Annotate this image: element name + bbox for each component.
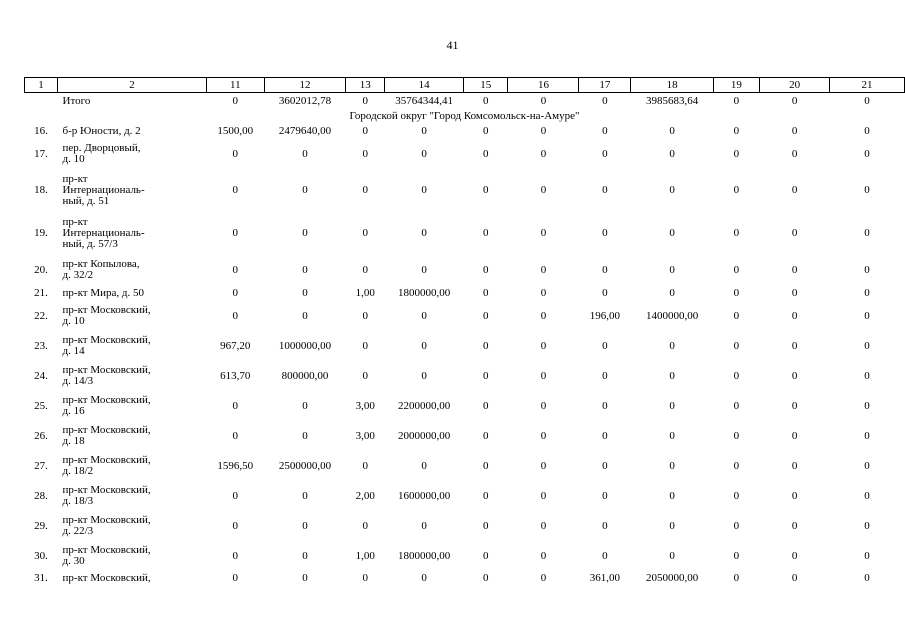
table-cell: 2000000,00 [398,429,451,442]
table-cell: 2050000,00 [645,572,699,584]
table-cell: 0 [302,489,308,502]
row-name: пр-кт Московский, д. 22/3 [62,514,151,537]
row-name-cell [58,391,207,421]
table-cell: 0 [483,459,489,472]
table-cell: 0 [733,147,740,160]
table-cell: 0 [362,184,368,196]
header-cell: 20 [760,78,830,93]
table-cell: 0 [669,369,675,382]
table-cell: 2500000,00 [278,459,332,472]
row-name: пр-кт Московский, д. 30 [62,544,151,567]
table-cell: 0 [540,489,547,502]
table-cell: 0 [540,309,547,322]
section-title: Городской округ "Город Комсомольск-на-Амуре" [349,110,580,122]
total-row [25,93,905,110]
table-row [25,511,905,541]
table-cell: 1,00 [355,549,375,562]
table-cell: 0 [232,184,239,196]
table-cell: 0 [791,369,798,382]
table-cell: 0 [791,549,798,562]
data-table [24,77,905,586]
row-index: 28. [34,489,48,502]
table-cell: 1800000,00 [398,286,451,299]
row-index: 18. [34,184,48,196]
row-name: пр-кт Московский, [62,572,151,584]
table-cell: 0 [791,459,798,472]
table-cell: 0 [362,125,368,137]
table-cell: 0 [791,184,798,196]
table-cell: 0 [232,399,239,412]
table-cell: 1596,50 [217,459,254,472]
table-cell: 0 [302,227,308,239]
table-cell: 0 [483,286,489,299]
row-name-cell [58,541,207,571]
row-name: пр-кт Московский, д. 18/3 [62,484,151,507]
table-cell: 0 [602,227,608,239]
table-cell: 0 [362,519,368,532]
table-cell: 0 [669,459,675,472]
table-cell: 3,00 [355,429,375,442]
table-cell: 0 [791,572,798,584]
table-cell: 0 [602,286,608,299]
table-cell: 0 [232,227,239,239]
table-cell: 0 [483,519,489,532]
table-cell: 0 [421,125,427,137]
table-cell: 0 [421,339,427,352]
table-cell: 0 [864,572,870,584]
table-cell: 0 [602,369,608,382]
table-cell: 0 [864,399,870,412]
table-cell: 0 [864,286,870,299]
table-cell: 0 [864,459,870,472]
table-cell: 0 [362,94,368,107]
row-index: 20. [34,263,48,276]
table-row [25,391,905,421]
table-cell: 0 [540,286,547,299]
table-cell: 0 [232,519,239,532]
row-name-cell [58,511,207,541]
row-index: 25. [34,399,48,412]
table-cell: 0 [733,309,740,322]
table-cell: 0 [540,184,547,196]
table-cell: 0 [421,184,427,196]
table-cell: 0 [669,399,675,412]
table-row [25,285,905,301]
table-cell: 0 [791,339,798,352]
table-cell: 0 [483,399,489,412]
table-cell: 0 [864,184,870,196]
table-cell: 0 [362,147,368,160]
row-name: пр-кт Московский, д. 10 [62,304,151,327]
row-name-cell [58,421,207,451]
table-row [25,212,905,255]
row-name: б-р Юности, д. 2 [62,125,141,137]
table-cell: 0 [232,549,239,562]
table-cell: 0 [540,263,547,276]
header-cell: 16 [508,78,579,93]
table-cell: 0 [864,339,870,352]
table-cell: 0 [302,549,308,562]
table-cell: 0 [864,429,870,442]
table-cell: 0 [421,263,427,276]
header-cell: 2 [58,78,207,93]
row-name-cell [58,139,207,169]
table-cell: 800000,00 [281,369,329,382]
table-cell: 0 [540,125,547,137]
table-cell: 0 [669,286,675,299]
table-cell: 2200000,00 [398,399,451,412]
table-cell: 0 [864,519,870,532]
row-name: пр-кт Интернациональ- ный, д. 57/3 [62,216,145,250]
table-cell: 0 [302,519,308,532]
table-cell: 1000000,00 [278,339,332,352]
header-cell: 12 [264,78,346,93]
table-cell: 0 [733,489,740,502]
table-cell: 3,00 [355,399,375,412]
table-cell: 0 [669,125,675,137]
table-cell: 0 [602,147,608,160]
table-cell: 0 [483,125,489,137]
row-name-cell [58,481,207,511]
row-name-cell [58,331,207,361]
table-cell: 0 [791,94,798,107]
row-name: Итого [62,94,91,107]
table-cell: 0 [791,309,798,322]
row-name-cell [58,451,207,481]
row-name-cell [58,361,207,391]
row-index: 24. [34,369,48,382]
table-cell: 0 [733,459,740,472]
table-cell: 0 [733,519,740,532]
table-cell: 0 [483,147,489,160]
table-cell: 0 [602,549,608,562]
table-cell: 967,20 [220,339,251,352]
table-cell: 0 [483,184,489,196]
table-cell: 0 [669,519,675,532]
table-cell: 0 [540,227,547,239]
header-cell: 19 [713,78,759,93]
row-name-cell [58,301,207,331]
table-cell: 0 [302,429,308,442]
table-cell: 0 [733,549,740,562]
table-cell: 0 [733,399,740,412]
table-cell: 0 [791,125,798,137]
table-row [25,481,905,511]
table-cell: 0 [733,286,740,299]
table-cell: 0 [302,399,308,412]
table-cell: 0 [733,429,740,442]
row-index: 23. [34,339,48,352]
table-row [25,255,905,285]
table-cell: 3602012,78 [278,94,332,107]
table-cell: 0 [669,549,675,562]
table-cell: 0 [362,369,368,382]
table-cell: 1500,00 [217,125,254,137]
table-cell: 0 [540,519,547,532]
table-cell: 0 [483,227,489,239]
table-row [25,571,905,586]
table-row [25,169,905,212]
table-cell: 0 [483,94,489,107]
row-index: 19. [34,227,48,239]
table-cell: 0 [483,572,489,584]
table-cell: 0 [540,369,547,382]
row-name-cell [58,212,207,255]
table-cell: 0 [421,459,427,472]
table-cell: 0 [540,399,547,412]
table-cell: 613,70 [220,369,251,382]
table-cell: 0 [602,399,608,412]
table-row [25,331,905,361]
row-index: 26. [34,429,48,442]
table-cell: 0 [421,572,427,584]
table-cell: 0 [791,519,798,532]
row-index: 21. [34,286,48,299]
table-cell: 0 [864,263,870,276]
table-cell: 0 [362,309,368,322]
table-row [25,421,905,451]
row-name-cell [58,124,207,139]
header-cell: 1 [25,78,58,93]
table-cell: 0 [791,429,798,442]
table-cell: 0 [362,227,368,239]
table-cell: 0 [864,147,870,160]
header-cell: 13 [346,78,385,93]
header-row [25,78,905,93]
row-name: пр-кт Московский, д. 14 [62,334,151,357]
row-name-cell [58,571,207,586]
row-name: пр-кт Интернациональ- ный, д. 51 [62,173,145,207]
table-cell: 0 [302,309,308,322]
row-name: пр-кт Московский, д. 18 [62,424,151,447]
header-cell: 17 [579,78,631,93]
table-cell: 0 [602,263,608,276]
row-name-cell [58,255,207,285]
table-cell: 0 [232,286,239,299]
row-name-cell [58,285,207,301]
table-cell: 0 [302,263,308,276]
table-cell: 0 [362,339,368,352]
table-cell: 0 [791,227,798,239]
table-cell: 0 [302,184,308,196]
row-index: 30. [34,549,48,562]
table-cell: 196,00 [589,309,621,322]
table-cell: 0 [362,263,368,276]
table-cell: 0 [669,489,675,502]
table-cell: 0 [733,369,740,382]
table-row [25,541,905,571]
table-cell: 0 [669,429,675,442]
table-cell: 0 [232,309,239,322]
table-cell: 0 [864,309,870,322]
table-cell: 0 [864,94,870,107]
table-cell: 0 [791,489,798,502]
row-name: пр-кт Московский, д. 18/2 [62,454,151,477]
table-cell: 0 [669,184,675,196]
table-cell: 0 [232,489,239,502]
table-cell: 1,00 [355,286,375,299]
table-cell: 0 [864,489,870,502]
row-index: 16. [34,125,48,137]
table-cell: 0 [791,147,798,160]
row-index [25,93,58,110]
table-cell: 0 [540,94,547,107]
table-cell: 0 [483,369,489,382]
table-row [25,124,905,139]
table-cell: 0 [669,147,675,160]
table-cell: 0 [232,147,239,160]
table-cell: 0 [540,339,547,352]
table-row [25,451,905,481]
table-cell: 0 [483,339,489,352]
header-cell: 11 [206,78,264,93]
table-cell: 0 [602,459,608,472]
table-cell: 0 [733,125,740,137]
table-cell: 0 [540,549,547,562]
table-cell: 0 [483,489,489,502]
row-name: пр-кт Московский, д. 14/3 [62,364,151,387]
table-cell: 0 [602,339,608,352]
table-cell: 0 [483,549,489,562]
table-cell: 1800000,00 [398,549,451,562]
section-row [25,109,905,124]
table-cell: 0 [791,286,798,299]
table-cell: 0 [540,572,547,584]
table-cell: 0 [421,369,427,382]
table-cell: 0 [232,263,239,276]
table-cell: 0 [733,184,740,196]
table-cell: 0 [232,94,239,107]
table-cell: 0 [602,489,608,502]
row-index: 31. [34,572,48,584]
row-name: пр-кт Копылова, д. 32/2 [62,258,140,281]
table-cell: 0 [362,572,368,584]
table-cell: 0 [602,184,608,196]
table-cell: 0 [421,227,427,239]
table-cell: 0 [362,459,368,472]
table-cell: 0 [483,429,489,442]
table-cell: 361,00 [589,572,621,584]
table-cell: 0 [602,94,608,107]
table-cell: 0 [302,572,308,584]
table-cell: 0 [602,125,608,137]
table-cell: 0 [864,125,870,137]
table-cell: 2479640,00 [278,125,332,137]
table-cell: 0 [864,227,870,239]
header-cell: 14 [385,78,464,93]
header-cell: 15 [464,78,508,93]
table-cell: 0 [483,263,489,276]
table-cell: 0 [791,263,798,276]
table-cell: 3985683,64 [645,94,699,107]
table-cell: 0 [540,429,547,442]
table-cell: 0 [864,549,870,562]
table-cell: 0 [421,519,427,532]
table-cell: 0 [669,263,675,276]
table-cell: 0 [540,459,547,472]
table-cell: 0 [540,147,547,160]
table-cell: 1600000,00 [398,489,451,502]
table-cell: 35764344,41 [395,94,454,107]
row-index: 22. [34,309,48,322]
table-cell: 0 [733,94,740,107]
row-name: пер. Дворцовый, д. 10 [62,142,141,165]
table-row [25,139,905,169]
table-cell: 0 [791,399,798,412]
row-name-cell [58,169,207,212]
row-index: 29. [34,519,48,532]
table-cell: 0 [733,339,740,352]
table-cell: 0 [232,429,239,442]
header-cell: 21 [830,78,905,93]
table-cell: 0 [421,147,427,160]
row-name: пр-кт Мира, д. 50 [62,286,144,299]
header-cell: 18 [631,78,713,93]
table-cell: 0 [302,286,308,299]
page-number: 41 [446,38,459,52]
table-cell: 2,00 [355,489,375,502]
row-index: 17. [34,147,48,160]
table-cell: 0 [669,227,675,239]
table-cell: 0 [733,227,740,239]
table-cell: 0 [669,339,675,352]
row-index: 27. [34,459,48,472]
row-name: пр-кт Московский, д. 16 [62,394,151,417]
table-cell: 0 [864,369,870,382]
table-cell: 0 [733,263,740,276]
table-cell: 1400000,00 [645,309,699,322]
table-cell: 0 [483,309,489,322]
table-row [25,361,905,391]
table-cell: 0 [602,429,608,442]
table-cell: 0 [302,147,308,160]
table-row [25,301,905,331]
table-cell: 0 [232,572,239,584]
table-cell: 0 [733,572,740,584]
table-cell: 0 [602,519,608,532]
table-cell: 0 [421,309,427,322]
